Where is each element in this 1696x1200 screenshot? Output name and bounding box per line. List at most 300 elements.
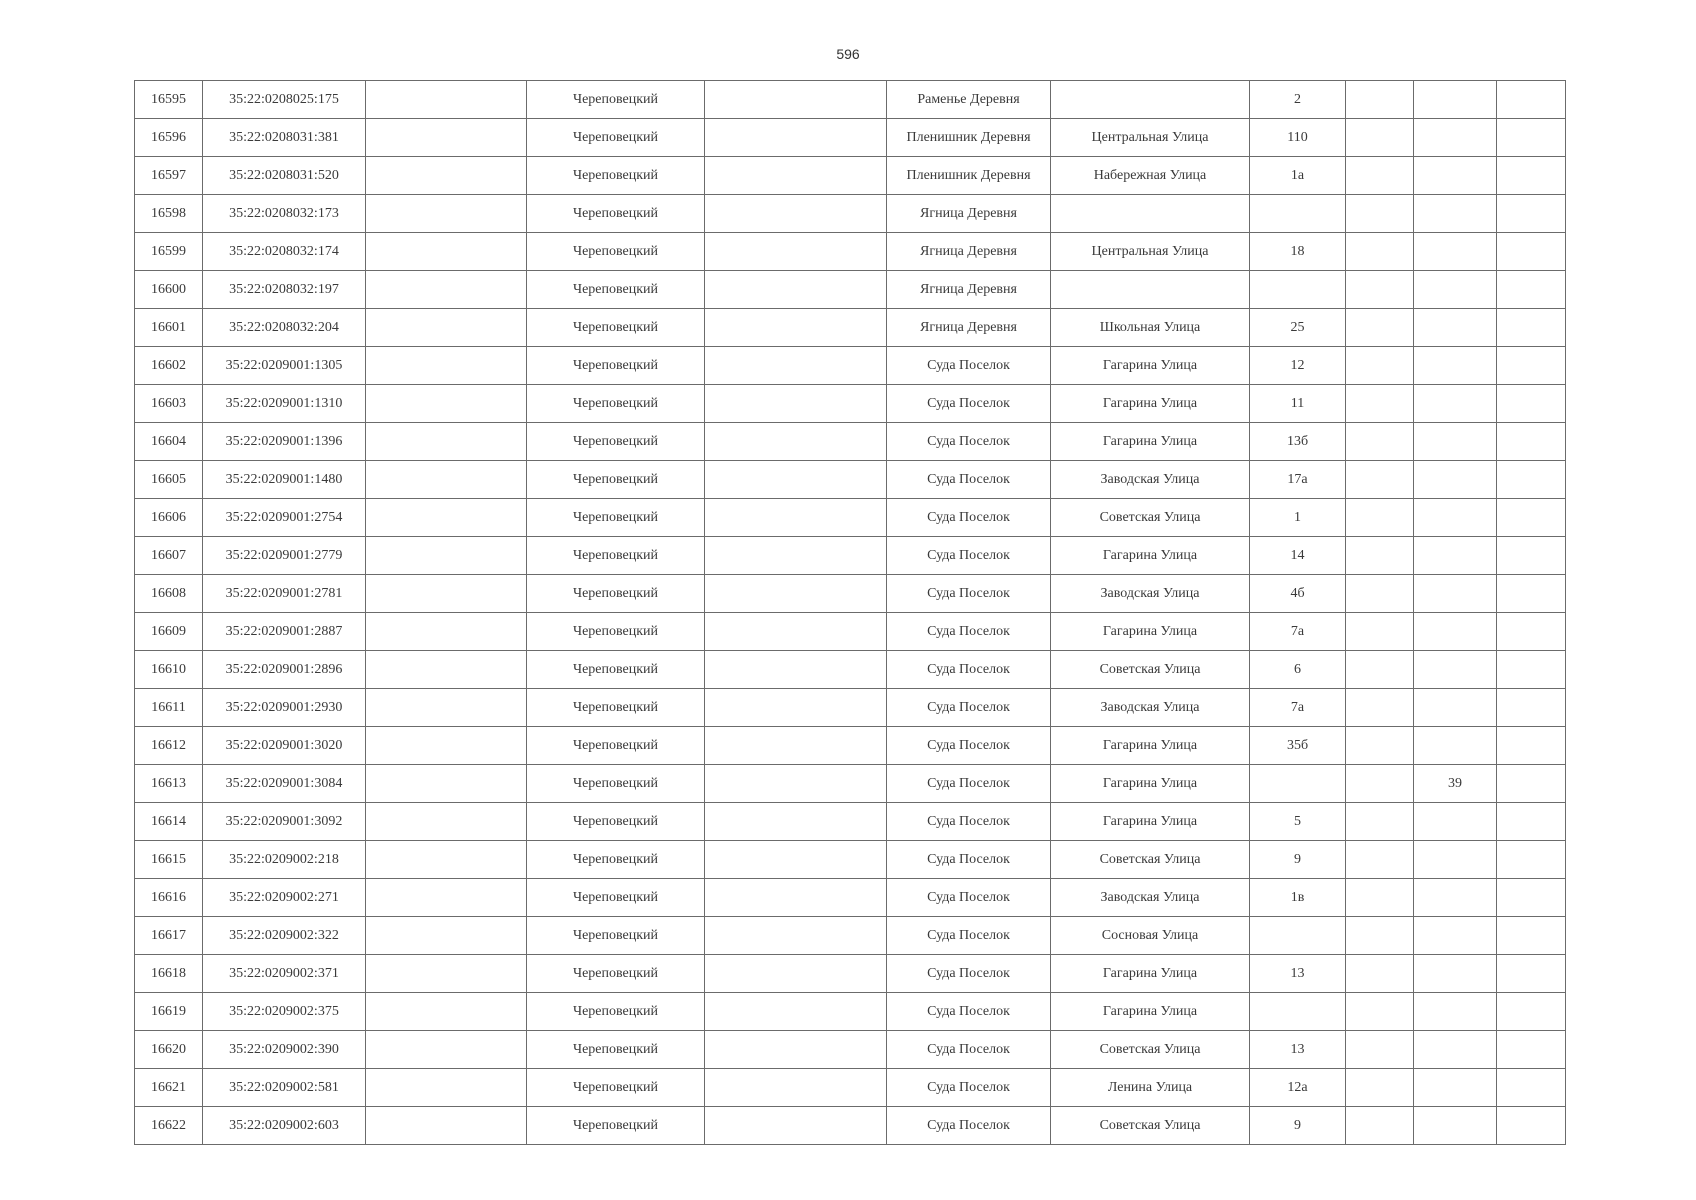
locality-cell: Суда Поселок xyxy=(887,1107,1051,1145)
house-cell: 5 xyxy=(1250,803,1346,841)
row-number-cell: 16619 xyxy=(135,993,203,1031)
table-row xyxy=(135,157,1566,195)
column-5-cell xyxy=(705,385,887,423)
street-cell: Набережная Улица xyxy=(1051,157,1250,195)
column-9-cell xyxy=(1346,1107,1414,1145)
cadastral-number-cell: 35:22:0208032:204 xyxy=(203,309,366,347)
house-cell: 110 xyxy=(1250,119,1346,157)
column-5-cell xyxy=(705,613,887,651)
column-10-cell xyxy=(1414,157,1497,195)
row-number-cell: 16618 xyxy=(135,955,203,993)
house-cell: 1в xyxy=(1250,879,1346,917)
column-10-cell xyxy=(1414,993,1497,1031)
table-row xyxy=(135,1107,1566,1145)
cadastral-number-cell: 35:22:0209001:3084 xyxy=(203,765,366,803)
column-9-cell xyxy=(1346,727,1414,765)
column-9-cell xyxy=(1346,119,1414,157)
column-3-cell xyxy=(366,689,527,727)
column-5-cell xyxy=(705,689,887,727)
cadastral-number-cell: 35:22:0209001:2779 xyxy=(203,537,366,575)
district-cell: Череповецкий xyxy=(527,499,705,537)
column-9-cell xyxy=(1346,81,1414,119)
column-5-cell xyxy=(705,917,887,955)
column-9-cell xyxy=(1346,233,1414,271)
street-cell xyxy=(1051,195,1250,233)
column-10-cell xyxy=(1414,1069,1497,1107)
column-10-cell xyxy=(1414,917,1497,955)
house-cell: 13 xyxy=(1250,1031,1346,1069)
district-cell: Череповецкий xyxy=(527,689,705,727)
table-row xyxy=(135,309,1566,347)
house-cell: 7а xyxy=(1250,613,1346,651)
column-9-cell xyxy=(1346,841,1414,879)
column-11-cell xyxy=(1497,347,1566,385)
column-11-cell xyxy=(1497,765,1566,803)
column-11-cell xyxy=(1497,537,1566,575)
column-10-cell xyxy=(1414,461,1497,499)
district-cell: Череповецкий xyxy=(527,385,705,423)
column-11-cell xyxy=(1497,157,1566,195)
column-9-cell xyxy=(1346,499,1414,537)
cadastral-number-cell: 35:22:0209001:1480 xyxy=(203,461,366,499)
column-5-cell xyxy=(705,575,887,613)
locality-cell: Суда Поселок xyxy=(887,347,1051,385)
column-9-cell xyxy=(1346,195,1414,233)
district-cell: Череповецкий xyxy=(527,765,705,803)
cadastral-number-cell: 35:22:0208032:174 xyxy=(203,233,366,271)
district-cell: Череповецкий xyxy=(527,423,705,461)
column-3-cell xyxy=(366,955,527,993)
district-cell: Череповецкий xyxy=(527,347,705,385)
column-9-cell xyxy=(1346,309,1414,347)
house-cell: 13 xyxy=(1250,955,1346,993)
column-3-cell xyxy=(366,233,527,271)
column-9-cell xyxy=(1346,271,1414,309)
column-9-cell xyxy=(1346,1069,1414,1107)
column-3-cell xyxy=(366,385,527,423)
table-row xyxy=(135,499,1566,537)
house-cell xyxy=(1250,917,1346,955)
column-5-cell xyxy=(705,537,887,575)
column-11-cell xyxy=(1497,917,1566,955)
column-10-cell xyxy=(1414,499,1497,537)
table-row xyxy=(135,461,1566,499)
column-5-cell xyxy=(705,879,887,917)
row-number-cell: 16605 xyxy=(135,461,203,499)
column-5-cell xyxy=(705,423,887,461)
column-3-cell xyxy=(366,347,527,385)
house-cell: 9 xyxy=(1250,841,1346,879)
street-cell: Центральная Улица xyxy=(1051,233,1250,271)
column-11-cell xyxy=(1497,727,1566,765)
column-5-cell xyxy=(705,271,887,309)
column-10-cell xyxy=(1414,727,1497,765)
row-number-cell: 16608 xyxy=(135,575,203,613)
column-5-cell xyxy=(705,119,887,157)
cadastral-number-cell: 35:22:0209001:1305 xyxy=(203,347,366,385)
column-11-cell xyxy=(1497,119,1566,157)
column-9-cell xyxy=(1346,917,1414,955)
column-5-cell xyxy=(705,803,887,841)
cadastral-number-cell: 35:22:0209001:3092 xyxy=(203,803,366,841)
house-cell: 35б xyxy=(1250,727,1346,765)
column-10-cell xyxy=(1414,1107,1497,1145)
column-11-cell xyxy=(1497,1031,1566,1069)
registry-rows xyxy=(135,81,1566,1145)
column-9-cell xyxy=(1346,613,1414,651)
house-cell xyxy=(1250,993,1346,1031)
column-11-cell xyxy=(1497,233,1566,271)
house-cell: 14 xyxy=(1250,537,1346,575)
locality-cell: Суда Поселок xyxy=(887,803,1051,841)
cadastral-number-cell: 35:22:0209002:322 xyxy=(203,917,366,955)
column-11-cell xyxy=(1497,81,1566,119)
street-cell: Гагарина Улица xyxy=(1051,765,1250,803)
column-10-cell xyxy=(1414,689,1497,727)
column-10-cell xyxy=(1414,347,1497,385)
street-cell: Гагарина Улица xyxy=(1051,613,1250,651)
column-11-cell xyxy=(1497,803,1566,841)
column-3-cell xyxy=(366,1107,527,1145)
row-number-cell: 16616 xyxy=(135,879,203,917)
locality-cell: Суда Поселок xyxy=(887,727,1051,765)
district-cell: Череповецкий xyxy=(527,803,705,841)
column-9-cell xyxy=(1346,537,1414,575)
cadastral-number-cell: 35:22:0209001:3020 xyxy=(203,727,366,765)
column-3-cell xyxy=(366,309,527,347)
column-5-cell xyxy=(705,157,887,195)
row-number-cell: 16611 xyxy=(135,689,203,727)
column-9-cell xyxy=(1346,461,1414,499)
column-9-cell xyxy=(1346,1031,1414,1069)
street-cell: Школьная Улица xyxy=(1051,309,1250,347)
street-cell: Советская Улица xyxy=(1051,841,1250,879)
house-cell: 9 xyxy=(1250,1107,1346,1145)
column-10-cell xyxy=(1414,195,1497,233)
cadastral-number-cell: 35:22:0209002:375 xyxy=(203,993,366,1031)
locality-cell: Суда Поселок xyxy=(887,689,1051,727)
house-cell: 18 xyxy=(1250,233,1346,271)
column-9-cell xyxy=(1346,157,1414,195)
column-5-cell xyxy=(705,765,887,803)
row-number-cell: 16602 xyxy=(135,347,203,385)
district-cell: Череповецкий xyxy=(527,271,705,309)
column-11-cell xyxy=(1497,993,1566,1031)
column-11-cell xyxy=(1497,1107,1566,1145)
registry-table xyxy=(134,80,1566,1145)
row-number-cell: 16597 xyxy=(135,157,203,195)
street-cell: Заводская Улица xyxy=(1051,575,1250,613)
table-row xyxy=(135,841,1566,879)
cadastral-number-cell: 35:22:0209001:1396 xyxy=(203,423,366,461)
locality-cell: Ягница Деревня xyxy=(887,195,1051,233)
column-3-cell xyxy=(366,1069,527,1107)
house-cell: 4б xyxy=(1250,575,1346,613)
cadastral-number-cell: 35:22:0209001:2896 xyxy=(203,651,366,689)
locality-cell: Пленишник Деревня xyxy=(887,119,1051,157)
locality-cell: Ягница Деревня xyxy=(887,309,1051,347)
table-row xyxy=(135,119,1566,157)
locality-cell: Суда Поселок xyxy=(887,613,1051,651)
street-cell: Заводская Улица xyxy=(1051,461,1250,499)
cadastral-number-cell: 35:22:0209001:2781 xyxy=(203,575,366,613)
column-3-cell xyxy=(366,537,527,575)
row-number-cell: 16620 xyxy=(135,1031,203,1069)
table-row xyxy=(135,575,1566,613)
row-number-cell: 16621 xyxy=(135,1069,203,1107)
column-9-cell xyxy=(1346,423,1414,461)
column-10-cell xyxy=(1414,233,1497,271)
column-11-cell xyxy=(1497,879,1566,917)
district-cell: Череповецкий xyxy=(527,917,705,955)
district-cell: Череповецкий xyxy=(527,1031,705,1069)
cadastral-number-cell: 35:22:0209002:390 xyxy=(203,1031,366,1069)
column-5-cell xyxy=(705,651,887,689)
street-cell: Советская Улица xyxy=(1051,1031,1250,1069)
cadastral-number-cell: 35:22:0208032:173 xyxy=(203,195,366,233)
street-cell: Советская Улица xyxy=(1051,651,1250,689)
column-10-cell xyxy=(1414,1031,1497,1069)
table-row xyxy=(135,955,1566,993)
locality-cell: Суда Поселок xyxy=(887,575,1051,613)
locality-cell: Суда Поселок xyxy=(887,955,1051,993)
locality-cell: Суда Поселок xyxy=(887,651,1051,689)
column-9-cell xyxy=(1346,689,1414,727)
column-11-cell xyxy=(1497,499,1566,537)
house-cell xyxy=(1250,271,1346,309)
cadastral-number-cell: 35:22:0208031:381 xyxy=(203,119,366,157)
column-10-cell xyxy=(1414,271,1497,309)
street-cell: Гагарина Улица xyxy=(1051,537,1250,575)
cadastral-number-cell: 35:22:0209001:2887 xyxy=(203,613,366,651)
street-cell: Гагарина Улица xyxy=(1051,993,1250,1031)
table-row xyxy=(135,81,1566,119)
row-number-cell: 16607 xyxy=(135,537,203,575)
table-row xyxy=(135,993,1566,1031)
row-number-cell: 16612 xyxy=(135,727,203,765)
column-3-cell xyxy=(366,499,527,537)
column-3-cell xyxy=(366,993,527,1031)
locality-cell: Ягница Деревня xyxy=(887,271,1051,309)
locality-cell: Суда Поселок xyxy=(887,461,1051,499)
cadastral-number-cell: 35:22:0209002:371 xyxy=(203,955,366,993)
locality-cell: Суда Поселок xyxy=(887,385,1051,423)
column-9-cell xyxy=(1346,765,1414,803)
column-5-cell xyxy=(705,195,887,233)
table-row xyxy=(135,613,1566,651)
column-3-cell xyxy=(366,81,527,119)
district-cell: Череповецкий xyxy=(527,309,705,347)
column-10-cell xyxy=(1414,651,1497,689)
table-row xyxy=(135,233,1566,271)
column-11-cell xyxy=(1497,195,1566,233)
column-5-cell xyxy=(705,347,887,385)
row-number-cell: 16614 xyxy=(135,803,203,841)
column-5-cell xyxy=(705,233,887,271)
street-cell: Гагарина Улица xyxy=(1051,423,1250,461)
house-cell: 6 xyxy=(1250,651,1346,689)
house-cell: 2 xyxy=(1250,81,1346,119)
table-row xyxy=(135,195,1566,233)
locality-cell: Суда Поселок xyxy=(887,879,1051,917)
column-3-cell xyxy=(366,575,527,613)
district-cell: Череповецкий xyxy=(527,993,705,1031)
district-cell: Череповецкий xyxy=(527,1107,705,1145)
table-row xyxy=(135,271,1566,309)
column-9-cell xyxy=(1346,879,1414,917)
district-cell: Череповецкий xyxy=(527,651,705,689)
house-cell: 1 xyxy=(1250,499,1346,537)
column-5-cell xyxy=(705,499,887,537)
table-row xyxy=(135,765,1566,803)
row-number-cell: 16613 xyxy=(135,765,203,803)
table-row xyxy=(135,879,1566,917)
cadastral-number-cell: 35:22:0208031:520 xyxy=(203,157,366,195)
column-10-cell xyxy=(1414,803,1497,841)
column-3-cell xyxy=(366,917,527,955)
column-9-cell xyxy=(1346,575,1414,613)
street-cell: Заводская Улица xyxy=(1051,689,1250,727)
district-cell: Череповецкий xyxy=(527,575,705,613)
table-row xyxy=(135,727,1566,765)
column-10-cell xyxy=(1414,537,1497,575)
table-row xyxy=(135,1031,1566,1069)
column-3-cell xyxy=(366,271,527,309)
locality-cell: Пленишник Деревня xyxy=(887,157,1051,195)
district-cell: Череповецкий xyxy=(527,119,705,157)
district-cell: Череповецкий xyxy=(527,955,705,993)
cadastral-number-cell: 35:22:0209002:581 xyxy=(203,1069,366,1107)
column-10-cell xyxy=(1414,613,1497,651)
street-cell: Сосновая Улица xyxy=(1051,917,1250,955)
column-3-cell xyxy=(366,727,527,765)
locality-cell: Суда Поселок xyxy=(887,499,1051,537)
street-cell: Центральная Улица xyxy=(1051,119,1250,157)
column-5-cell xyxy=(705,727,887,765)
locality-cell: Суда Поселок xyxy=(887,1031,1051,1069)
column-10-cell xyxy=(1414,955,1497,993)
row-number-cell: 16606 xyxy=(135,499,203,537)
table-row xyxy=(135,689,1566,727)
house-cell: 11 xyxy=(1250,385,1346,423)
column-11-cell xyxy=(1497,1069,1566,1107)
column-3-cell xyxy=(366,423,527,461)
cadastral-number-cell: 35:22:0209001:1310 xyxy=(203,385,366,423)
column-10-cell xyxy=(1414,879,1497,917)
column-9-cell xyxy=(1346,803,1414,841)
house-cell xyxy=(1250,195,1346,233)
column-10-cell xyxy=(1414,81,1497,119)
locality-cell: Суда Поселок xyxy=(887,423,1051,461)
row-number-cell: 16599 xyxy=(135,233,203,271)
street-cell xyxy=(1051,271,1250,309)
table-row xyxy=(135,917,1566,955)
row-number-cell: 16622 xyxy=(135,1107,203,1145)
column-9-cell xyxy=(1346,651,1414,689)
district-cell: Череповецкий xyxy=(527,879,705,917)
column-11-cell xyxy=(1497,651,1566,689)
column-10-cell xyxy=(1414,423,1497,461)
column-3-cell xyxy=(366,461,527,499)
table-row xyxy=(135,651,1566,689)
column-11-cell xyxy=(1497,271,1566,309)
table-row xyxy=(135,347,1566,385)
column-10-cell xyxy=(1414,309,1497,347)
column-3-cell xyxy=(366,157,527,195)
table-row xyxy=(135,385,1566,423)
column-9-cell xyxy=(1346,993,1414,1031)
street-cell xyxy=(1051,81,1250,119)
district-cell: Череповецкий xyxy=(527,81,705,119)
locality-cell: Раменье Деревня xyxy=(887,81,1051,119)
column-5-cell xyxy=(705,461,887,499)
column-5-cell xyxy=(705,81,887,119)
house-cell: 1а xyxy=(1250,157,1346,195)
column-11-cell xyxy=(1497,385,1566,423)
street-cell: Заводская Улица xyxy=(1051,879,1250,917)
table-row xyxy=(135,1069,1566,1107)
street-cell: Гагарина Улица xyxy=(1051,803,1250,841)
row-number-cell: 16601 xyxy=(135,309,203,347)
column-5-cell xyxy=(705,309,887,347)
cadastral-number-cell: 35:22:0209001:2754 xyxy=(203,499,366,537)
column-5-cell xyxy=(705,1031,887,1069)
row-number-cell: 16609 xyxy=(135,613,203,651)
locality-cell: Суда Поселок xyxy=(887,841,1051,879)
column-11-cell xyxy=(1497,575,1566,613)
locality-cell: Суда Поселок xyxy=(887,993,1051,1031)
row-number-cell: 16615 xyxy=(135,841,203,879)
locality-cell: Ягница Деревня xyxy=(887,233,1051,271)
cadastral-number-cell: 35:22:0209001:2930 xyxy=(203,689,366,727)
column-5-cell xyxy=(705,993,887,1031)
district-cell: Череповецкий xyxy=(527,195,705,233)
page-number: 596 xyxy=(836,46,860,62)
column-11-cell xyxy=(1497,955,1566,993)
column-9-cell xyxy=(1346,955,1414,993)
column-11-cell xyxy=(1497,461,1566,499)
column-5-cell xyxy=(705,1069,887,1107)
column-10-cell xyxy=(1414,119,1497,157)
locality-cell: Суда Поселок xyxy=(887,917,1051,955)
column-5-cell xyxy=(705,1107,887,1145)
row-number-cell: 16604 xyxy=(135,423,203,461)
street-cell: Ленина Улица xyxy=(1051,1069,1250,1107)
column-11-cell xyxy=(1497,689,1566,727)
district-cell: Череповецкий xyxy=(527,841,705,879)
street-cell: Советская Улица xyxy=(1051,499,1250,537)
column-3-cell xyxy=(366,651,527,689)
column-3-cell xyxy=(366,879,527,917)
house-cell xyxy=(1250,765,1346,803)
house-cell: 7а xyxy=(1250,689,1346,727)
column-10-cell: 39 xyxy=(1414,765,1497,803)
street-cell: Советская Улица xyxy=(1051,1107,1250,1145)
cadastral-number-cell: 35:22:0209002:218 xyxy=(203,841,366,879)
house-cell: 13б xyxy=(1250,423,1346,461)
row-number-cell: 16595 xyxy=(135,81,203,119)
row-number-cell: 16603 xyxy=(135,385,203,423)
district-cell: Череповецкий xyxy=(527,461,705,499)
table-row xyxy=(135,537,1566,575)
row-number-cell: 16598 xyxy=(135,195,203,233)
column-3-cell xyxy=(366,613,527,651)
street-cell: Гагарина Улица xyxy=(1051,727,1250,765)
row-number-cell: 16600 xyxy=(135,271,203,309)
district-cell: Череповецкий xyxy=(527,613,705,651)
house-cell: 25 xyxy=(1250,309,1346,347)
column-5-cell xyxy=(705,841,887,879)
